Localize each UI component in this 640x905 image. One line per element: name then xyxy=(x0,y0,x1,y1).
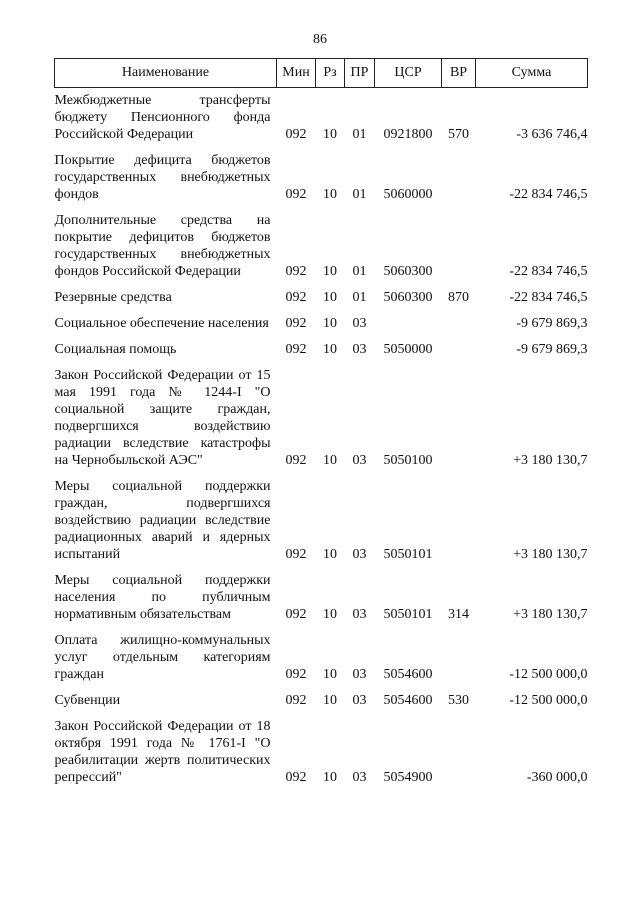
row-name: Межбюджетные трансферты бюджету Пенсионного фонда Российской Федерации xyxy=(54,93,271,142)
row-min: 092 xyxy=(285,607,307,622)
header-min: Мин xyxy=(277,59,316,88)
row-sum: -12 500 000,0 xyxy=(509,667,588,682)
row-sum: -3 636 746,4 xyxy=(516,127,588,142)
header-pr: ПР xyxy=(345,59,375,88)
row-min: 092 xyxy=(285,316,307,331)
row-name: Закон Российской Федерации от 15 мая 1991 года № 1244-I "О социальной защите граждан, подвергшихся воздействию радиации вследствие катастрофы на Чернобыльской АЭС" xyxy=(54,368,271,468)
row-pr: 01 xyxy=(352,187,367,202)
row-rz: 10 xyxy=(323,290,337,305)
row-name: Субвенции xyxy=(54,693,121,708)
row-vr xyxy=(442,332,476,358)
row-sum: -22 834 746,5 xyxy=(509,290,588,305)
row-min: 092 xyxy=(285,547,307,562)
row-rz: 10 xyxy=(323,607,337,622)
row-name: Закон Российской Федерации от 18 октября 1991 года № 1761-I "О реабилитации жертв политических репрессий" xyxy=(54,719,271,785)
row-name: Социальная помощь xyxy=(54,342,177,357)
row-vr: 314 xyxy=(448,607,469,622)
row-vr: 530 xyxy=(448,693,469,708)
row-vr xyxy=(442,469,476,563)
row-rz: 10 xyxy=(323,342,337,357)
row-pr: 01 xyxy=(352,264,367,279)
table-row xyxy=(55,306,588,332)
row-pr: 01 xyxy=(352,127,367,142)
table-row xyxy=(55,332,588,358)
row-csr: 5054600 xyxy=(383,693,433,708)
row-vr xyxy=(442,143,476,203)
row-sum: -9 679 869,3 xyxy=(516,316,588,331)
table-row xyxy=(55,469,588,563)
row-csr: 5060300 xyxy=(383,290,433,305)
row-csr: 5050100 xyxy=(383,453,433,468)
row-vr: 870 xyxy=(448,290,469,305)
row-min: 092 xyxy=(285,342,307,357)
row-rz: 10 xyxy=(323,264,337,279)
row-pr: 03 xyxy=(352,453,367,468)
row-name: Меры социальной поддержки граждан, подвергшихся воздействию радиации вследствие радиационных аварий и ядерных испытаний xyxy=(54,479,271,562)
row-sum: -12 500 000,0 xyxy=(509,693,588,708)
row-name: Дополнительные средства на покрытие дефицитов бюджетов государственных внебюджетных фондов Российской Федерации xyxy=(54,213,271,279)
row-name: Социальное обеспечение населения xyxy=(54,316,269,331)
row-sum: -9 679 869,3 xyxy=(516,342,588,357)
row-pr: 03 xyxy=(352,693,367,708)
row-csr: 5060300 xyxy=(383,264,433,279)
table-header-row xyxy=(55,59,588,88)
header-name: Наименование xyxy=(55,59,277,88)
table-row xyxy=(55,203,588,280)
header-vr: ВР xyxy=(442,59,476,88)
table-row xyxy=(55,563,588,623)
row-vr xyxy=(442,306,476,332)
row-rz: 10 xyxy=(323,770,337,785)
row-rz: 10 xyxy=(323,693,337,708)
row-name: Резервные средства xyxy=(54,290,172,305)
table-row xyxy=(55,358,588,469)
row-vr xyxy=(442,358,476,469)
row-min: 092 xyxy=(285,667,307,682)
row-rz: 10 xyxy=(323,127,337,142)
row-pr: 03 xyxy=(352,770,367,785)
row-vr xyxy=(442,203,476,280)
table-row xyxy=(55,683,588,709)
row-pr: 03 xyxy=(352,316,367,331)
row-pr: 03 xyxy=(352,667,367,682)
row-min: 092 xyxy=(285,264,307,279)
row-csr: 0921800 xyxy=(383,127,433,142)
row-vr: 570 xyxy=(448,127,469,142)
row-rz: 10 xyxy=(323,547,337,562)
row-min: 092 xyxy=(285,187,307,202)
row-csr: 5060000 xyxy=(383,187,433,202)
row-csr: 5050101 xyxy=(383,547,433,562)
row-sum: +3 180 130,7 xyxy=(513,453,588,468)
row-rz: 10 xyxy=(323,187,337,202)
row-min: 092 xyxy=(285,453,307,468)
row-min: 092 xyxy=(285,770,307,785)
row-vr xyxy=(442,623,476,683)
row-min: 092 xyxy=(285,693,307,708)
budget-table xyxy=(54,58,588,786)
row-csr: 5050000 xyxy=(383,342,433,357)
row-sum: -22 834 746,5 xyxy=(509,264,588,279)
table-row xyxy=(55,88,588,144)
row-csr: 5054600 xyxy=(383,667,433,682)
table-row xyxy=(55,280,588,306)
row-min: 092 xyxy=(285,290,307,305)
table-row xyxy=(55,143,588,203)
row-pr: 03 xyxy=(352,607,367,622)
row-sum: +3 180 130,7 xyxy=(513,607,588,622)
header-csr: ЦСР xyxy=(375,59,442,88)
row-csr: 5054900 xyxy=(383,770,433,785)
row-name: Покрытие дефицита бюджетов государственных внебюджетных фондов xyxy=(54,153,271,202)
row-sum: +3 180 130,7 xyxy=(513,547,588,562)
row-csr: 5050101 xyxy=(383,607,433,622)
row-rz: 10 xyxy=(323,667,337,682)
row-name: Оплата жилищно-коммунальных услуг отдельным категориям граждан xyxy=(54,633,271,682)
row-rz: 10 xyxy=(323,453,337,468)
header-rz: Рз xyxy=(316,59,345,88)
row-csr xyxy=(375,306,442,332)
row-vr xyxy=(442,709,476,786)
table-row xyxy=(55,709,588,786)
row-min: 092 xyxy=(285,127,307,142)
row-pr: 01 xyxy=(352,290,367,305)
page-number: 86 xyxy=(313,32,327,47)
row-name: Меры социальной поддержки населения по публичным нормативным обязательствам xyxy=(54,573,271,622)
row-sum: -22 834 746,5 xyxy=(509,187,588,202)
table-row xyxy=(55,623,588,683)
row-rz: 10 xyxy=(323,316,337,331)
row-pr: 03 xyxy=(352,547,367,562)
header-sum: Сумма xyxy=(476,59,588,88)
row-pr: 03 xyxy=(352,342,367,357)
row-sum: -360 000,0 xyxy=(526,770,588,785)
